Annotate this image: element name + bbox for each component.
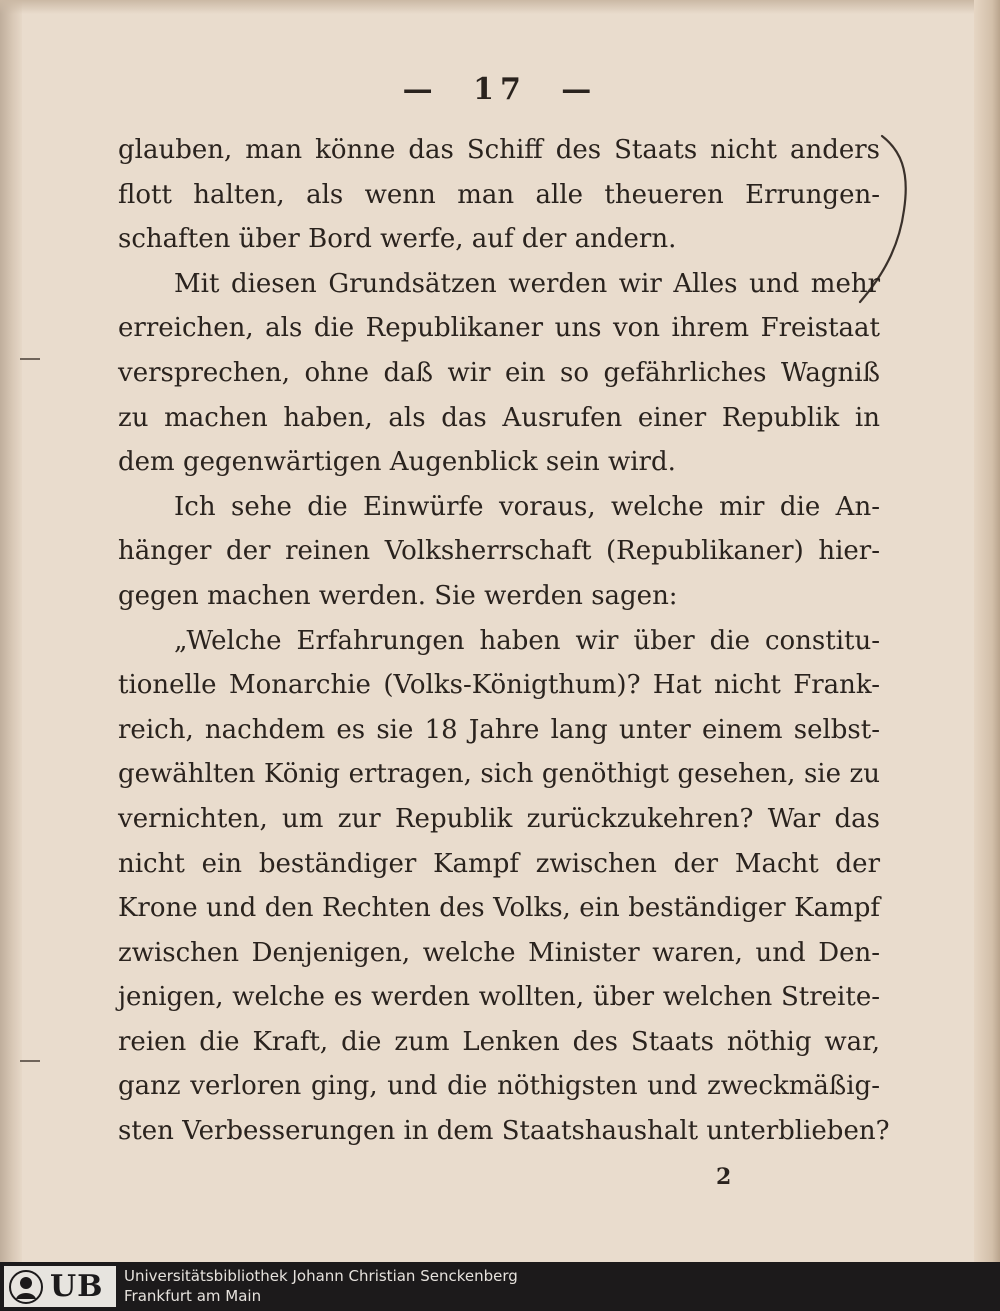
page-number: — 17 — — [402, 72, 598, 107]
text-line: hänger der reinen Volksherrschaft (Republikaner) hier- — [118, 536, 880, 567]
text-line: vernichten, um zur Republik zurückzukehren? War das — [118, 803, 880, 834]
text-line: reien die Kraft, die zum Lenken des Staats nöthig war, — [118, 1026, 880, 1057]
text-line: „Welche Erfahrungen haben wir über die constitu- — [174, 625, 880, 656]
founder-portrait-icon — [8, 1269, 44, 1305]
library-footer — [0, 1262, 1000, 1311]
text-line: ganz verloren ging, und die nöthigsten und zweckmäßig- — [118, 1071, 880, 1102]
text-line: versprechen, ohne daß wir ein so gefährliches Wagniß — [118, 357, 880, 388]
body-text — [118, 128, 890, 1154]
page-top-shadow — [0, 0, 1000, 14]
text-line: Krone und den Rechten des Volks, ein beständiger Kampf — [118, 893, 880, 924]
margin-tick — [20, 1060, 40, 1062]
logo-text: UB — [50, 1269, 104, 1304]
page-binding — [0, 0, 22, 1262]
text-line: jenigen, welche es werden wollten, über welchen Streite- — [118, 982, 880, 1013]
text-line: sten Verbesserungen in dem Staatshaushalt unterblieben? — [118, 1116, 890, 1147]
text-line: gegen machen werden. Sie werden sagen: — [118, 580, 678, 611]
institution-city: Frankfurt am Main — [124, 1287, 262, 1305]
text-line: erreichen, als die Republikaner uns von ihrem Freistaat — [118, 313, 880, 344]
text-line: reich, nachdem es sie 18 Jahre lang unter einem selbst- — [118, 714, 880, 745]
institution-name: Universitätsbibliothek Johann Christian Senckenberg — [124, 1267, 518, 1285]
margin-tick — [20, 358, 40, 360]
text-line: schaften über Bord werfe, auf der andern. — [118, 224, 677, 255]
text-line: Ich sehe die Einwürfe voraus, welche mir die An- — [174, 491, 880, 522]
text-line: nicht ein beständiger Kampf zwischen der Macht der — [118, 848, 880, 879]
text-line: flott halten, als wenn man alle theueren Errungen- — [118, 179, 880, 210]
text-line: dem gegenwärtigen Augenblick sein wird. — [118, 447, 676, 478]
page-right-edge — [974, 0, 1000, 1262]
signature-mark: 2 — [716, 1164, 732, 1190]
text-line: zwischen Denjenigen, welche Minister waren, und Den- — [118, 937, 880, 968]
text-line: Mit diesen Grundsätzen werden wir Alles und mehr — [174, 268, 880, 299]
text-line: glauben, man könne das Schiff des Staats nicht anders — [118, 135, 880, 165]
footer-text — [124, 1266, 518, 1306]
library-logo[interactable] — [4, 1266, 116, 1307]
text-line: tionelle Monarchie (Volks-Königthum)? Hat nicht Frank- — [118, 670, 880, 701]
text-line: gewählten König ertragen, sich genöthigt gesehen, sie zu — [118, 759, 880, 790]
text-line: zu machen haben, als das Ausrufen einer Republik in — [118, 402, 880, 433]
